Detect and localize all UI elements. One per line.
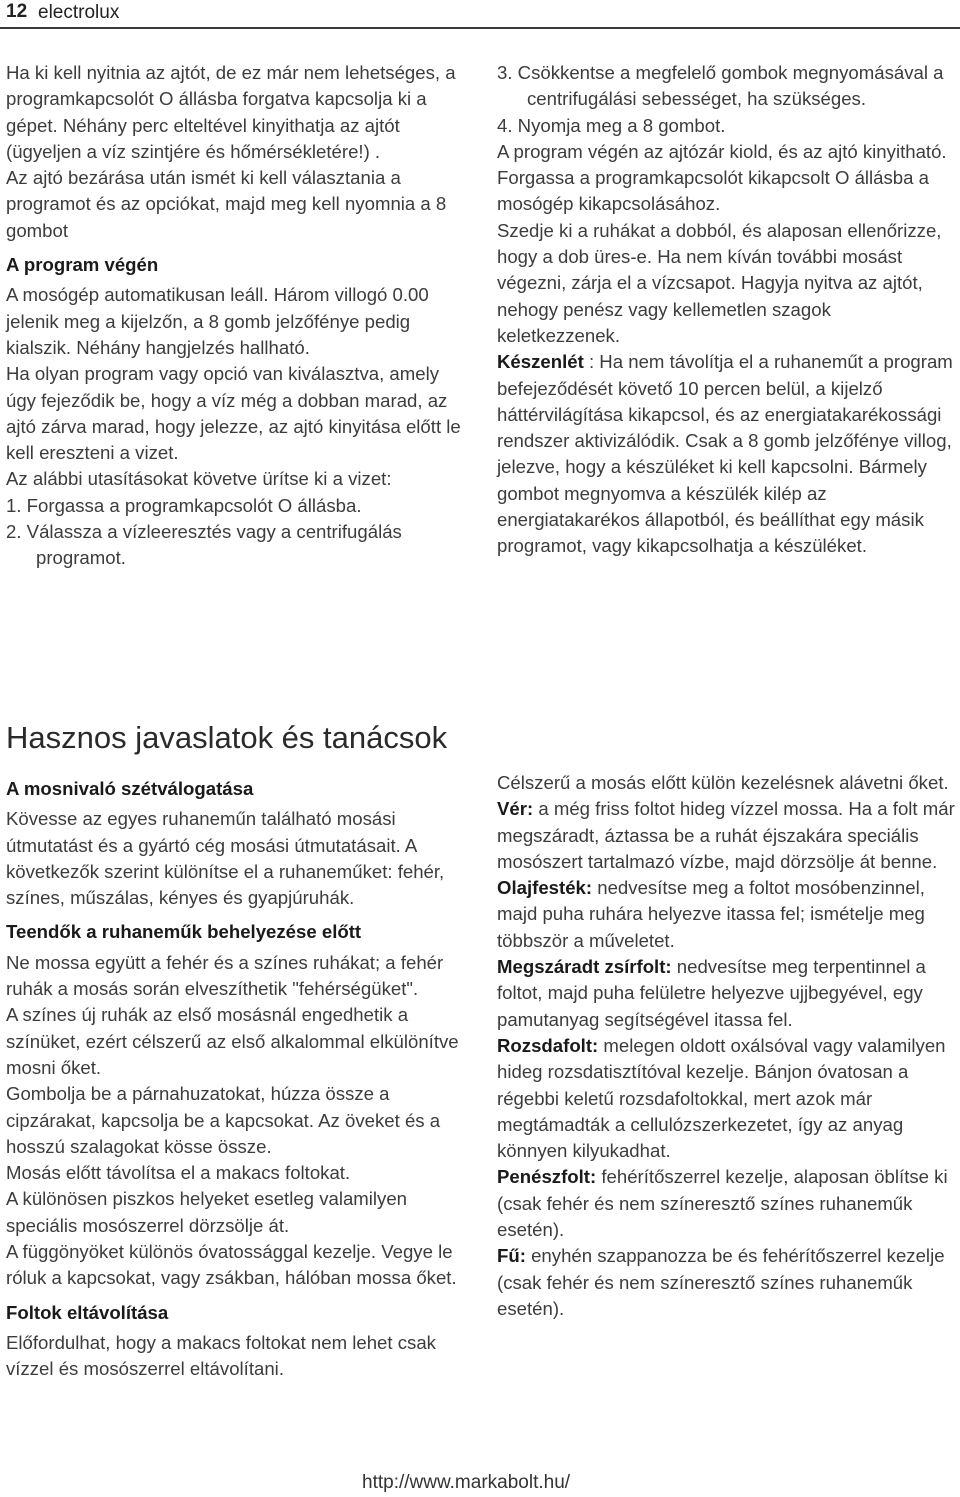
paragraph: Szedje ki a ruhákat a dobból, és alaposan ellenőrizze, hogy a dob üres-e. Ha nem kíván további mosást végezni, zárja el a vízcsapot. Hagyja nyitva az ajtót, nehogy penész vagy kellemetlen szagok keletkezzenek. xyxy=(497,219,942,346)
section-title: Hasznos javaslatok és tanácsok xyxy=(6,720,448,755)
stain-rust-text: melegen oldott oxálsóval vagy valamilyen hideg rozsdatisztítóval kezelje. Bánjon óvatosan a régebbi keletű rozsdafoltokkal, mert azok már megtámadták a cellulózszerkezetet, így az anyag könnyen kilyukadhat. xyxy=(497,1034,946,1162)
brand-name: electrolux xyxy=(38,2,120,23)
list-item: 3. Csökkentse a megfelelő gombok megnyomásával a centrifugálási sebességet, ha szükséges. xyxy=(497,62,944,110)
stain-mould-text: fehérítőszerrel kezelje, alaposan öblítse ki (csak fehér és nem színeresztő színes ruhaneműk esetén). xyxy=(497,1166,948,1241)
paragraph: Ne mossa együtt a fehér és a színes ruhákat; a fehér ruhák a mosás során elveszíthetik "fehérségüket". xyxy=(6,951,444,1000)
stain-grass xyxy=(497,1243,955,1322)
term-oil-paint: Olajfesték: xyxy=(497,877,593,899)
stain-oil-paint xyxy=(497,875,955,954)
paragraph: Mosás előtt távolítsa el a makacs foltokat. xyxy=(6,1162,351,1184)
paragraph: A mosógép automatikusan leáll. Három villogó 0.00 jelenik meg a kijelzőn, a 8 gomb jelzőfénye pedig kialszik. Néhány hangjelzés hallható. xyxy=(6,284,429,358)
right-column-top xyxy=(497,60,955,560)
stain-mould xyxy=(497,1164,955,1243)
paragraph: A program végén az ajtózár kiold, és az ajtó kinyitható. Forgassa a programkapcsolót kikapcsolt O állásba a mosógép kikapcsolásához. xyxy=(497,140,947,215)
paragraph: Az ajtó bezárása után ismét ki kell választania a programot és az opciókat, majd meg kell nyomnia a 8 gombot xyxy=(6,167,447,241)
left-column-bottom xyxy=(6,770,468,1383)
paragraph: Kövesse az egyes ruhaneműn található mosási útmutatást és a gyártó cég mosási útmutatásait. A következők szerint különítse el a ruhaneműket: fehér, színes, műszálas, kényes és gyapjúruhák. xyxy=(6,808,445,909)
subheading-program-end: A program végén xyxy=(6,254,159,276)
subheading-sorting: A mosnivaló szétválogatása xyxy=(6,778,254,799)
subheading-before-loading: Teendők a ruhaneműk behelyezése előtt xyxy=(6,921,362,943)
paragraph: Az alábbi utasításokat követve ürítse ki a vizet: xyxy=(6,468,392,490)
standby-text: : Ha nem távolítja el a ruhaneműt a program befejeződését követő 10 percen belül, a kijelző háttérvilágítása kikapcsol, és az energiatakarékossági rendszer aktivizálódik. Csak a 8 gomb jelzőfénye villog, jelezve, hogy a készüléket ki kell kapcsolni. Bármely gombot megnyomva a készülék kilép az energiatakarékos állapotból, és beállíthat egy másik programot, vagy kikapcsolhatja a készüléket. xyxy=(497,351,953,557)
term-blood: Vér: xyxy=(497,798,534,820)
paragraph-standby xyxy=(497,349,955,559)
paragraph: Célszerű a mosás előtt külön kezelésnek alávetni őket. xyxy=(497,772,949,793)
page-number: 12 xyxy=(6,1,28,22)
list-item: 4. Nyomja meg a 8 gombot. xyxy=(497,114,726,136)
paragraph: A különösen piszkos helyeket esetleg valamilyen speciális mosószerrel dörzsölje át. xyxy=(6,1188,408,1236)
right-column-bottom xyxy=(497,770,955,1322)
term-rust: Rozsdafolt: xyxy=(497,1034,599,1056)
list-item: 2. Válassza a vízleeresztés vagy a centrifugálás programot. xyxy=(6,521,402,569)
term-dried-grease: Megszáradt zsírfolt: xyxy=(497,956,672,978)
term-grass: Fű: xyxy=(497,1245,526,1267)
paragraph: Előfordulhat, hogy a makacs foltokat nem lehet csak vízzel és mosószerrel eltávolítani. xyxy=(6,1331,436,1380)
stain-dried-grease xyxy=(497,954,955,1033)
stain-rust xyxy=(497,1033,955,1164)
stain-dried-grease-text: nedvesítse meg terpentinnel a foltot, majd puha felületre helyezve ujjbegyével, egy pamutanyag segítségével itassa fel. xyxy=(497,956,926,1030)
left-column-top xyxy=(6,60,468,572)
paragraph: Ha ki kell nyitnia az ajtót, de ez már nem lehetséges, a programkapcsolót O állásba forgatva kapcsolja ki a gépet. Néhány perc elteltével kinyithatja az ajtót (ügyeljen a víz szintjére és hőmérsékletére!) . xyxy=(6,62,456,162)
paragraph: Ha olyan program vagy opció van kiválasztva, amely úgy fejeződik be, hogy a víz még a dobban marad, az ajtó zárva marad, hogy jelezze, az ajtó kinyitása előtt le kell ereszteni a vizet. xyxy=(6,363,461,464)
subheading-stain-removal: Foltok eltávolítása xyxy=(6,1301,169,1323)
page-header xyxy=(0,0,960,29)
stain-blood xyxy=(497,796,955,875)
paragraph: A függönyöket különös óvatossággal kezelje. Vegye le róluk a kapcsokat, vagy zsákban, hálóban mossa őket. xyxy=(6,1241,457,1289)
stain-blood-text: a még friss foltot hideg vízzel mossa. Ha a folt már megszáradt, áztassa be a ruhát éjszakára speciális mosószert tartalmazó vízbe, majd dörzsölje át benne. xyxy=(497,798,955,872)
term-mould: Penészfolt: xyxy=(497,1166,597,1188)
paragraph: A színes új ruhák az első mosásnál engedhetik a színüket, ezért célszerű az első alkalommal elkülönítve mosni őket. xyxy=(6,1004,459,1078)
stain-grass-text: enyhén szappanozza be és fehérítőszerrel kezelje (csak fehér és nem színeresztő színes ruhaneműk esetén). xyxy=(497,1245,945,1319)
footer-url[interactable]: http://www.markabolt.hu/ xyxy=(362,1472,571,1493)
stain-oil-paint-text: nedvesítse meg a foltot mosóbenzinnel, majd puha ruhára helyezve itassa fel; ismételje meg többször a műveletet. xyxy=(497,877,925,951)
term-standby: Készenlét xyxy=(497,351,584,373)
paragraph: Gombolja be a párnahuzatokat, húzza össze a cipzárakat, kapcsolja be a kapcsokat. Az öveket és a hosszú szalagokat kösse össze. xyxy=(6,1083,441,1157)
list-item: 1. Forgassa a programkapcsolót O állásba. xyxy=(6,494,362,516)
